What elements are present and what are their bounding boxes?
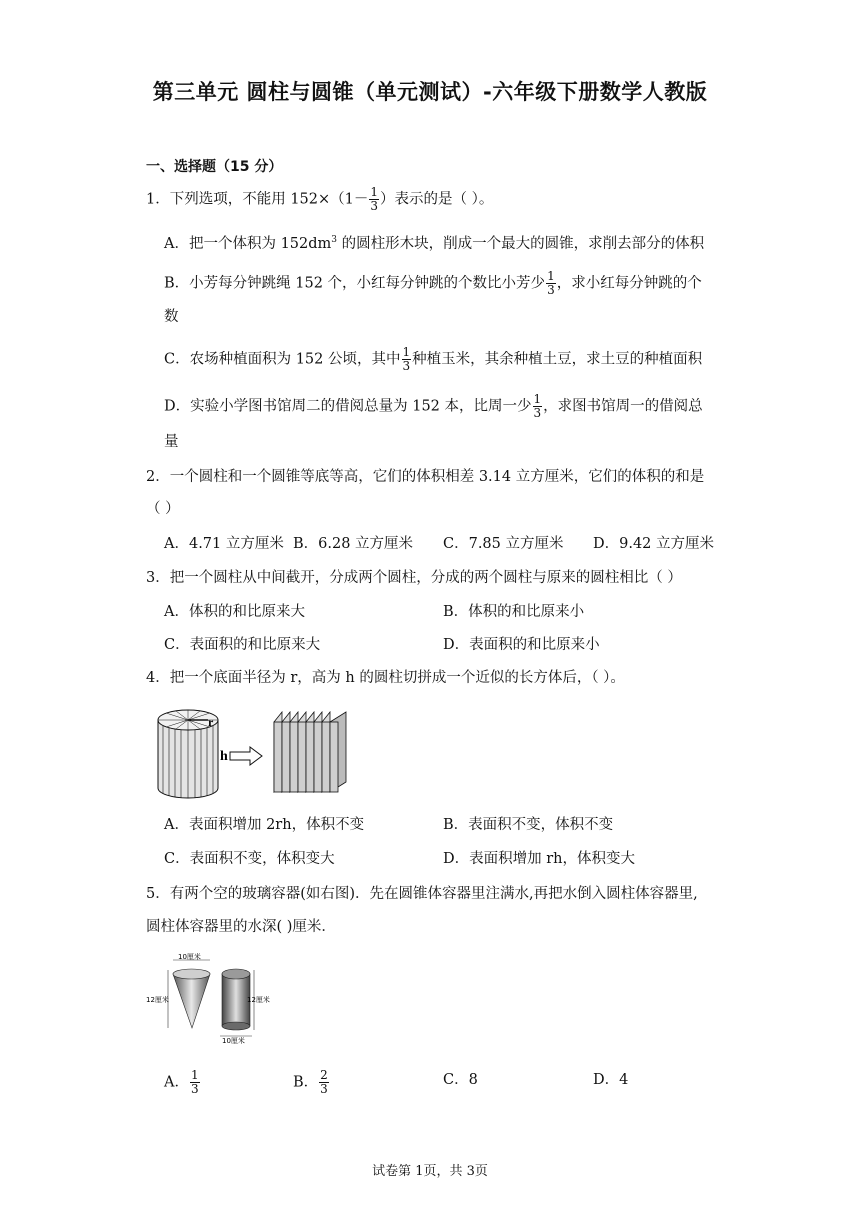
question-4-option-b: B．表面积不变，体积不变 — [443, 817, 614, 833]
question-5-stem-cont: 圆柱体容器里的水深( )厘米． — [146, 919, 336, 935]
question-2-option-b: B．6.28 立方厘米 — [293, 536, 414, 552]
cylinder-bottom-dimension: 10厘米 — [222, 1037, 245, 1045]
fraction: $\frac{1}{3}$ — [533, 392, 542, 420]
question-2-option-a: A．4.71 立方厘米 — [164, 536, 284, 552]
section-heading: 一、选择题（15 分） — [146, 159, 283, 175]
height-label: h — [220, 749, 228, 764]
cone-height-dimension: 12厘米 — [146, 996, 169, 1004]
page-footer: 试卷第 1页，共 3页 — [372, 1164, 488, 1179]
question-4-stem: 4．把一个底面半径为 r，高为 h 的圆柱切拼成一个近似的长方体后，（ ）。 — [146, 670, 625, 686]
cylinder-to-cuboid-figure — [150, 700, 365, 805]
question-1-option-b-cont: 数 — [164, 309, 179, 325]
question-5-option-a: A． $\frac{1}{3}$ — [164, 1068, 199, 1096]
question-1-option-d-cont: 量 — [164, 434, 179, 450]
question-4-option-d: D．表面积增加 rh，体积变大 — [443, 851, 636, 867]
fraction: $\frac{1}{3}$ — [190, 1068, 199, 1096]
question-3-option-a: A．体积的和比原来大 — [164, 604, 305, 620]
question-3-option-b: B．体积的和比原来小 — [443, 604, 585, 620]
radius-label: r — [208, 715, 214, 729]
question-5-option-b: B． $\frac{2}{3}$ — [293, 1068, 328, 1096]
fraction: $\frac{1}{3}$ — [370, 185, 379, 213]
question-5-option-d: D．4 — [593, 1072, 629, 1088]
question-3-option-c: C．表面积的和比原来大 — [164, 637, 321, 653]
question-1-option-c: C．农场种植面积为 152 公顷，其中 $\frac{1}{3}$ 种植玉米，其余种植土豆，求土豆的种植面积 — [164, 345, 703, 373]
question-4-option-a: A．表面积增加 2rh，体积不变 — [164, 817, 365, 833]
question-2-stem: 2．一个圆柱和一个圆锥等底等高，它们的体积相差 3.14 立方厘米，它们的体积的和是 — [146, 469, 705, 485]
question-2-paren: （ ） — [146, 501, 180, 517]
cylinder-height-dimension: 12厘米 — [247, 996, 270, 1004]
question-2-option-d: D．9.42 立方厘米 — [593, 536, 715, 552]
cone-top-dimension: 10厘米 — [178, 953, 201, 961]
fraction: $\frac{2}{3}$ — [320, 1068, 328, 1096]
question-1-option-d: D．实验小学图书馆周二的借阅总量为 152 本，比周一少 $\frac{1}{3}$ ，求图书馆周一的借阅总 — [164, 392, 703, 420]
fraction: $\frac{1}{3}$ — [547, 269, 555, 297]
question-1-stem: 1．下列选项，不能用 152×（1－ $\frac{1}{3}$ ）表示的是（ ）。 — [146, 185, 494, 213]
question-1-option-b: B．小芳每分钟跳绳 152 个，小红每分钟跳的个数比小芳少 $\frac{1}{3}$ ，求小红每分钟跳的个 — [164, 269, 702, 297]
question-2-option-c: C．7.85 立方厘米 — [443, 536, 564, 552]
question-5-option-c: C．8 — [443, 1072, 478, 1088]
question-3-option-d: D．表面积的和比原来小 — [443, 637, 600, 653]
question-3-stem: 3．把一个圆柱从中间截开，分成两个圆柱，分成的两个圆柱与原来的圆柱相比（ ） — [146, 570, 682, 586]
question-5-stem: 5．有两个空的玻璃容器(如右图)．先在圆锥体容器里注满水,再把水倒入圆柱体容器里, — [146, 886, 698, 902]
fraction: $\frac{1}{3}$ — [402, 345, 411, 373]
question-1-option-a: A．把一个体积为 $152dm^3$ 的圆柱形木块，削成一个最大的圆锥，求削去部分的体积 — [164, 235, 705, 252]
page-title: 第三单元 圆柱与圆锥（单元测试）-六年级下册数学人教版 — [152, 80, 708, 104]
question-4-option-c: C．表面积不变，体积变大 — [164, 851, 335, 867]
cone-cylinder-figure — [140, 950, 275, 1045]
